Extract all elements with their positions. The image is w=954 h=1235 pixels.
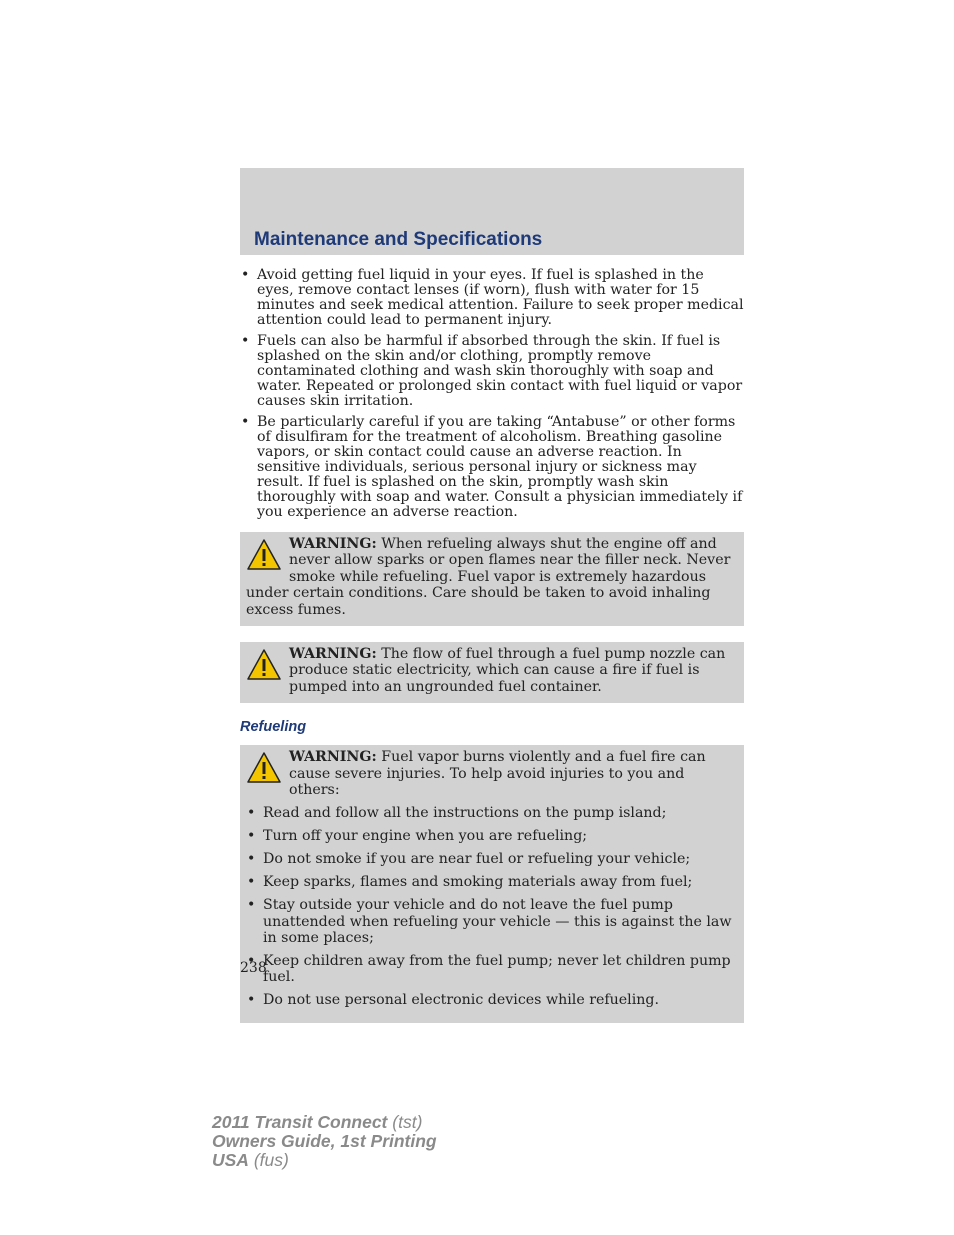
footer-market: USA <box>212 1150 249 1170</box>
refueling-rules-list <box>246 805 738 1008</box>
list-item: • Read and follow all the instructions on the pump island; <box>246 805 738 821</box>
warning-triangle-icon <box>246 750 282 786</box>
footer-model-code: (tst) <box>392 1112 423 1132</box>
warning-box <box>240 642 744 703</box>
document-footer <box>212 1113 437 1170</box>
list-item: • Fuels can also be harmful if absorbed through the skin. If fuel is splashed on the skin and/or clothing, promptly remove contaminated clothing and wash skin thoroughly with soap and water. Repeated or prolonged skin contact with fuel liquid or vapor causes skin irritation. <box>240 334 744 409</box>
list-item: • Turn off your engine when you are refueling; <box>246 828 738 844</box>
footer-line <box>212 1132 437 1151</box>
footer-market-code: (fus) <box>253 1150 289 1170</box>
list-item: • Do not use personal electronic devices while refueling. <box>246 992 738 1008</box>
footer-model: 2011 Transit Connect <box>212 1112 388 1132</box>
warning-paragraph <box>246 536 738 618</box>
warning-triangle-icon <box>246 537 282 573</box>
warning-text: Fuel vapor burns violently and a fuel fire can cause severe injuries. To help avoid injuries to you and others: <box>289 749 706 799</box>
list-item: • Keep sparks, flames and smoking materials away from fuel; <box>246 874 738 890</box>
warning-label: WARNING: <box>289 646 377 663</box>
footer-edition: Owners Guide, 1st Printing <box>212 1131 437 1151</box>
chapter-title: Maintenance and Specifications <box>254 229 543 250</box>
refueling-warning-box <box>240 745 744 1023</box>
warning-label: WARNING: <box>289 749 377 766</box>
section-heading-refueling: Refueling <box>240 719 307 736</box>
chapter-header <box>240 168 744 255</box>
list-item: • Be particularly careful if you are taking “Antabuse” or other forms of disulfiram for the treatment of alcoholism. Breathing gasoline vapors, or skin contact could cause an adverse reaction. In sensitive individuals, serious personal injury or sickness may result. If fuel is splashed on the skin, promptly wash skin thoroughly with soap and water. Consult a physician immediately if you experience an adverse reaction. <box>240 415 744 520</box>
page-content <box>240 268 744 1023</box>
list-item: • Keep children away from the fuel pump; never let children pump fuel. <box>246 953 738 986</box>
warning-paragraph <box>246 749 738 798</box>
footer-line <box>212 1151 437 1170</box>
list-item: • Stay outside your vehicle and do not leave the fuel pump unattended when refueling your vehicle — this is against the law in some places; <box>246 897 738 946</box>
list-item: • Do not smoke if you are near fuel or refueling your vehicle; <box>246 851 738 867</box>
warning-label: WARNING: <box>289 536 377 552</box>
page-number: 238 <box>240 960 267 976</box>
fuel-safety-list <box>240 268 744 520</box>
warning-text: When refueling always shut the engine off and never allow sparks or open flames near the filler neck. Never smoke while refueling. Fuel vapor is extremely hazardous under certain conditions. Care should be taken to avoid inhaling excess fumes. <box>246 536 731 618</box>
footer-line <box>212 1113 437 1132</box>
warning-paragraph <box>246 646 738 695</box>
warning-text: The flow of fuel through a fuel pump nozzle can produce static electricity, which can cause a fire if fuel is pumped into an ungrounded fuel container. <box>289 646 726 695</box>
warning-box <box>240 532 744 626</box>
warning-triangle-icon <box>246 647 282 683</box>
list-item: • Avoid getting fuel liquid in your eyes. If fuel is splashed in the eyes, remove contact lenses (if worn), flush with water for 15 minutes and seek medical attention. Failure to seek proper medical attention could lead to permanent injury. <box>240 268 744 328</box>
